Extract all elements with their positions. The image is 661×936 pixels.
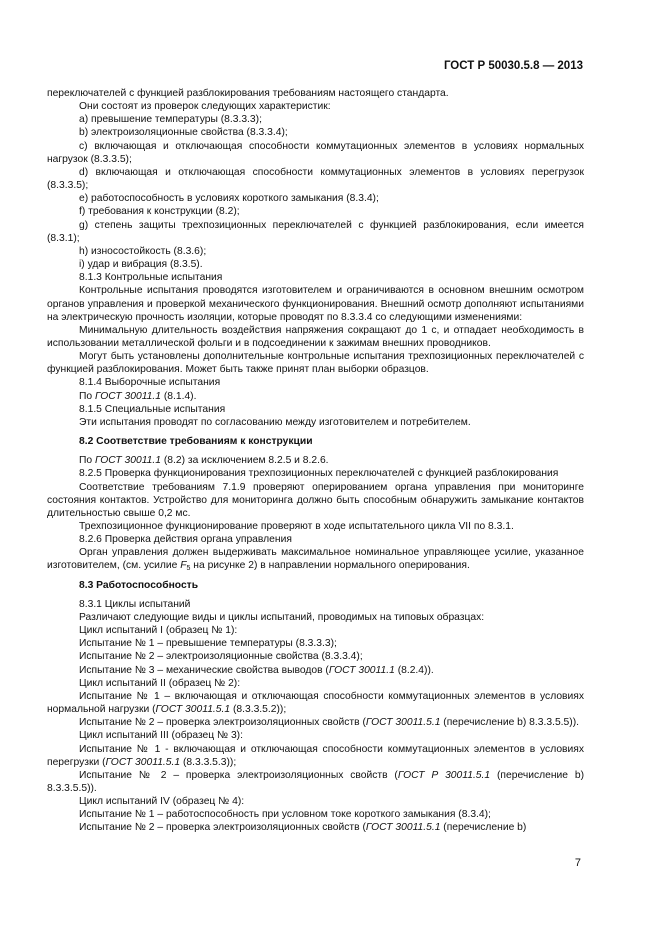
paragraph: Соответствие требованиям 7.1.9 проверяют оперированием органа управления при мониторинге состояния контактов. Устройство для мониторинга должно быть способным обнаружить замыкание контактов длительностью свыше 0,2 мс. (47, 481, 584, 519)
list-item: d) включающая и отключающая способности коммутационных элементов в условиях перегрузок (8.3.3.5); (47, 166, 584, 192)
paragraph: Могут быть установлены дополнительные контрольные испытания трехпозиционных переключателей с функцией разблокирования. Может быть также принят план выборки образцов. (47, 351, 584, 376)
standard-reference: ГОСТ 30011.5.1 (365, 717, 441, 729)
test-cycle-title: Цикл испытаний III (образец № 3): (79, 730, 243, 742)
text: По (79, 455, 95, 467)
paragraph: Они состоят из проверок следующих характеристик: (79, 101, 331, 113)
section-heading: 8.3 Работоспособность (79, 579, 199, 591)
test-cycle-title: Цикл испытаний II (образец № 2): (79, 677, 241, 689)
text: (перечисление b) 8.3.3.5.5)). (47, 769, 584, 794)
text: (перечисление b) 8.3.3.5.5)). (440, 717, 579, 729)
test-cycle-title: Цикл испытаний IV (образец № 4): (79, 796, 245, 808)
paragraph (47, 454, 584, 467)
subsection-heading: 8.1.4 Выборочные испытания (79, 377, 221, 389)
standard-reference: ГОСТ Р 30011.5.1 (397, 769, 491, 781)
paragraph: Контрольные испытания проводятся изготовителем и ограничиваются в основном внешним осмотром органов управления и проверкой механического функционирования. Внешний осмотр дополняют испытаниями на электрическую прочность изоляции, которые проводят по 8.3.3.4 со следующими изменениями: (47, 285, 584, 323)
paragraph (47, 546, 584, 572)
standard-reference: ГОСТ 30011.1 (95, 390, 161, 402)
test-item (47, 769, 584, 795)
list-item: f) требования к конструкции (8.2); (79, 206, 240, 218)
test-item (47, 716, 584, 729)
standard-reference: ГОСТ 30011.5.1 (105, 756, 181, 768)
paragraph: Минимальную длительность воздействия напряжения сокращают до 1 с, и отпадает необходимость в использовании металлической фольги и в подсоединении к зажимам внешних проводников. (47, 324, 584, 349)
paragraph (47, 390, 584, 403)
paragraph: Различают следующие виды и циклы испытаний, проводимых на типовых образцах: (79, 611, 485, 623)
subsection-heading: 8.1.5 Специальные испытания (79, 403, 226, 415)
test-item: Испытание № 1 – превышение температуры (8.3.3.3); (79, 638, 337, 650)
text: Орган управления должен выдерживать максимальное номинальное управляющее усилие, указанное изготовителем, (см. усилие (47, 547, 584, 572)
text: Испытание № 1 – включающая и отключающая способности коммутационных элементов в условиях нормальной нагрузки ( (47, 690, 584, 716)
paragraph: Эти испытания проводят по согласованию между изготовителем и потребителем. (79, 416, 471, 428)
document-code-header: ГОСТ Р 50030.5.8 — 2013 (443, 60, 583, 72)
text: (8.1.4). (160, 390, 197, 402)
list-item: c) включающая и отключающая способности коммутационных элементов в условиях нормальных нагрузок (8.3.3.5); (47, 140, 584, 165)
page-number: 7 (574, 857, 581, 869)
text: (8.3.3.5.3)); (180, 756, 237, 768)
force-subscript: 5 (186, 565, 191, 573)
test-item (47, 664, 584, 677)
subsection-heading: 8.2.6 Проверка действия органа управления (79, 534, 292, 546)
text: Испытание № 2 – проверка электроизоляционных свойств ( (79, 822, 366, 834)
list-item: h) износостойкость (8.3.6); (79, 245, 207, 257)
text: на рисунке 2) в направлении нормального оперирования. (190, 560, 470, 572)
text: Испытание № 3 – механические свойства выводов ( (79, 664, 329, 676)
subsection-heading: 8.1.3 Контрольные испытания (79, 272, 223, 284)
subsection-heading: 8.3.1 Циклы испытаний (79, 598, 191, 610)
test-item (47, 821, 584, 834)
test-item (47, 743, 584, 769)
list-item: i) удар и вибрация (8.3.5). (79, 259, 203, 271)
list-item: g) степень защиты трехпозиционных переключателей с функцией разблокирования, если имеется (8.3.1); (47, 219, 584, 244)
text: По (79, 390, 95, 402)
test-item (47, 690, 584, 716)
standard-reference: ГОСТ 30011.5.1 (155, 704, 231, 716)
text: (8.2) за исключением 8.2.5 и 8.2.6. (160, 455, 329, 467)
text: (8.3.3.5.2)); (230, 704, 287, 716)
list-item: е) работоспособность в условиях короткого замыкания (8.3.4); (79, 193, 379, 205)
document-body (47, 87, 584, 835)
subsection-heading: 8.2.5 Проверка функционирования трехпозиционных переключателей с функцией разблокирования (79, 468, 559, 480)
list-item: а) превышение температуры (8.3.3.3); (79, 114, 262, 126)
force-symbol: F (180, 560, 187, 572)
section-heading: 8.2 Соответствие требованиям к конструкции (79, 436, 313, 448)
text: (8.2.4)). (394, 664, 434, 676)
standard-reference: ГОСТ 30011.5.1 (365, 822, 441, 834)
standard-reference: ГОСТ 30011.1 (328, 664, 395, 676)
paragraph: переключателей с функцией разблокирования требованиям настоящего стандарта. (47, 88, 449, 99)
list-item: b) электроизоляционные свойства (8.3.3.4); (79, 127, 288, 139)
test-cycle-title: Цикл испытаний I (образец № 1): (79, 625, 238, 637)
text: (перечисление b) (440, 822, 527, 834)
standard-reference: ГОСТ 30011.1 (95, 455, 161, 467)
test-item: Испытание № 2 – электроизоляционные свойства (8.3.3.4); (79, 651, 363, 663)
text: Испытание № 2 – проверка электроизоляционных свойств ( (79, 717, 366, 729)
test-item: Испытание № 1 – работоспособность при условном токе короткого замыкания (8.3.4); (79, 809, 491, 821)
paragraph: Трехпозиционное функционирование проверяют в ходе испытательного цикла VII по 8.3.1. (79, 521, 514, 532)
text: Испытание № 2 – проверка электроизоляционных свойств ( (79, 769, 398, 781)
text: Испытание № 1 - включающая и отключающая способности коммутационных элементов в условиях перегрузки ( (47, 743, 584, 768)
